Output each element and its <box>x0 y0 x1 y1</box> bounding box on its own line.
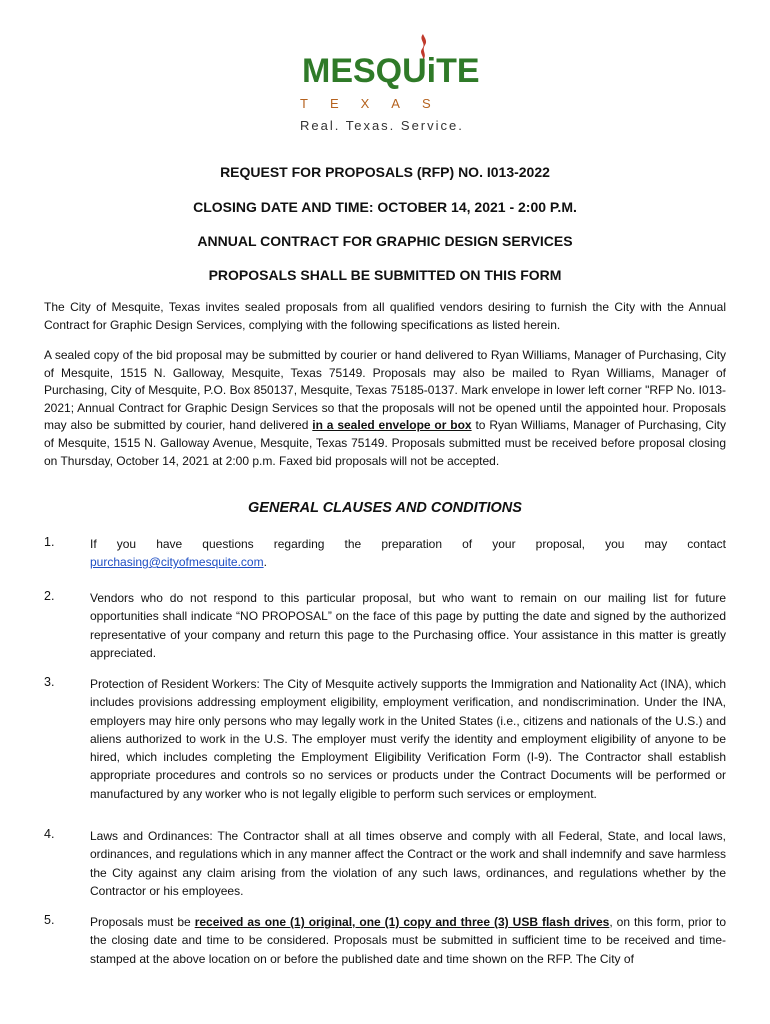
clause-5-text <box>90 913 726 968</box>
clause-3-text: Protection of Resident Workers: The City of Mesquite actively supports the Immigration and Nationality Act (INA), which includes provisions addressing employment eligibility, employment verification, and nondiscrimination. Under the INA, employers may hire only persons who may legally work in the United States (i.e., citizens and nationals of the U.S.) and aliens authorized to work in the U.S. The employer must verify the identity and employment eligibility of anyone to be hired, which includes completing the Employment Eligibility Verification Form (I-9). The Contractor shall establish appropriate procedures and controls so no services or products under the Contract Documents will be performed or manufactured by any worker who is not legally eligible to perform such services or employment. <box>90 677 726 801</box>
submission-note-heading: PROPOSALS SHALL BE SUBMITTED ON THIS FORM <box>208 267 562 283</box>
closing-date-heading: CLOSING DATE AND TIME: OCTOBER 14, 2021 - 2:00 P.M. <box>193 199 577 215</box>
sealed-envelope-emphasis: in a sealed envelope or box <box>312 418 472 433</box>
clause-5-text-a: Proposals must be <box>90 915 195 929</box>
clause-number: 2. <box>44 589 55 603</box>
contract-title-heading: ANNUAL CONTRACT FOR GRAPHIC DESIGN SERVICES <box>197 233 573 249</box>
delivery-text-b: to Ryan Williams, Manager of Purchasing, City of Mesquite, 1515 N. Galloway Avenue, Mesquite, Texas 75149. Proposals submitted must be received before proposal closing on Thursday, October 14, 2021 at 2:00 p.m. Faxed bid proposals will not be accepted. <box>44 418 726 468</box>
clause-number: 4. <box>44 827 55 841</box>
clause-1-tail: . <box>263 555 267 569</box>
logo-state: TEXAS <box>300 96 453 111</box>
city-logo <box>296 34 486 136</box>
delivery-paragraph <box>44 347 726 470</box>
general-clauses-title: GENERAL CLAUSES AND CONDITIONS <box>248 500 522 516</box>
clause-2-text: Vendors who do not respond to this particular proposal, but who want to remain on our mailing list for future opportunities shall indicate “NO PROPOSAL” on the face of this page by putting the date and signed by the authorized representative of your company and return this page to the Purchasing office. Your assistance in this matter is greatly appreciated. <box>90 591 726 660</box>
clause-5-text-b: , on this form, prior to the closing date and time to be considered. Proposals must be submitted in sufficient time to be received and time-stamped at the above location on or before the published date and time shown on the RFP. The City of <box>90 915 726 966</box>
logo-slogan: Real. Texas. Service. <box>300 118 464 133</box>
submission-copies-emphasis: received as one (1) original, one (1) copy and three (3) USB flash drives <box>194 915 610 929</box>
purchasing-email-link[interactable]: purchasing@cityofmesquite.com <box>90 555 264 569</box>
clause-number: 1. <box>44 535 55 549</box>
delivery-text-a: A sealed copy of the bid proposal may be submitted by courier or hand delivered to Ryan Williams, Manager of Purchasing, City of Mesquite, 1515 N. Galloway, Mesquite, Texas 75149. Proposals may also be mailed to Ryan Williams, Manager of Purchasing, City of Mesquite, P.O. Box 850137, Mesquite, Texas 75185-0137. Mark envelope in lower left corner "RFP No. I013-2021; Annual Contract for Graphic Design Services so that the proposals will not be opened until the appointed hour. Proposals may also be submitted by courier, hand delivered <box>44 348 726 433</box>
rfp-number-heading: REQUEST FOR PROPOSALS (RFP) NO. I013-2022 <box>220 164 550 180</box>
clause-number: 5. <box>44 913 55 927</box>
clause-4-text: Laws and Ordinances: The Contractor shall at all times observe and comply with all Federal, State, and local laws, ordinances, and regulations which in any manner affect the Contract or the work and shall indemnify and save harmless the City against any claim arising from the violation of any such laws, ordinances, and regulations whether by the Contractor or his employees. <box>90 829 726 898</box>
clause-number: 3. <box>44 675 55 689</box>
logo-wordmark: MESQUiTE <box>302 52 480 90</box>
intro-paragraph: The City of Mesquite, Texas invites sealed proposals from all qualified vendors desiring to furnish the City with the Annual Contract for Graphic Design Services, complying with the following specifications as listed herein. <box>44 300 726 332</box>
clause-1-text: If you have questions regarding the preparation of your proposal, you may contact <box>90 537 726 551</box>
clause-1-contact <box>90 553 726 571</box>
